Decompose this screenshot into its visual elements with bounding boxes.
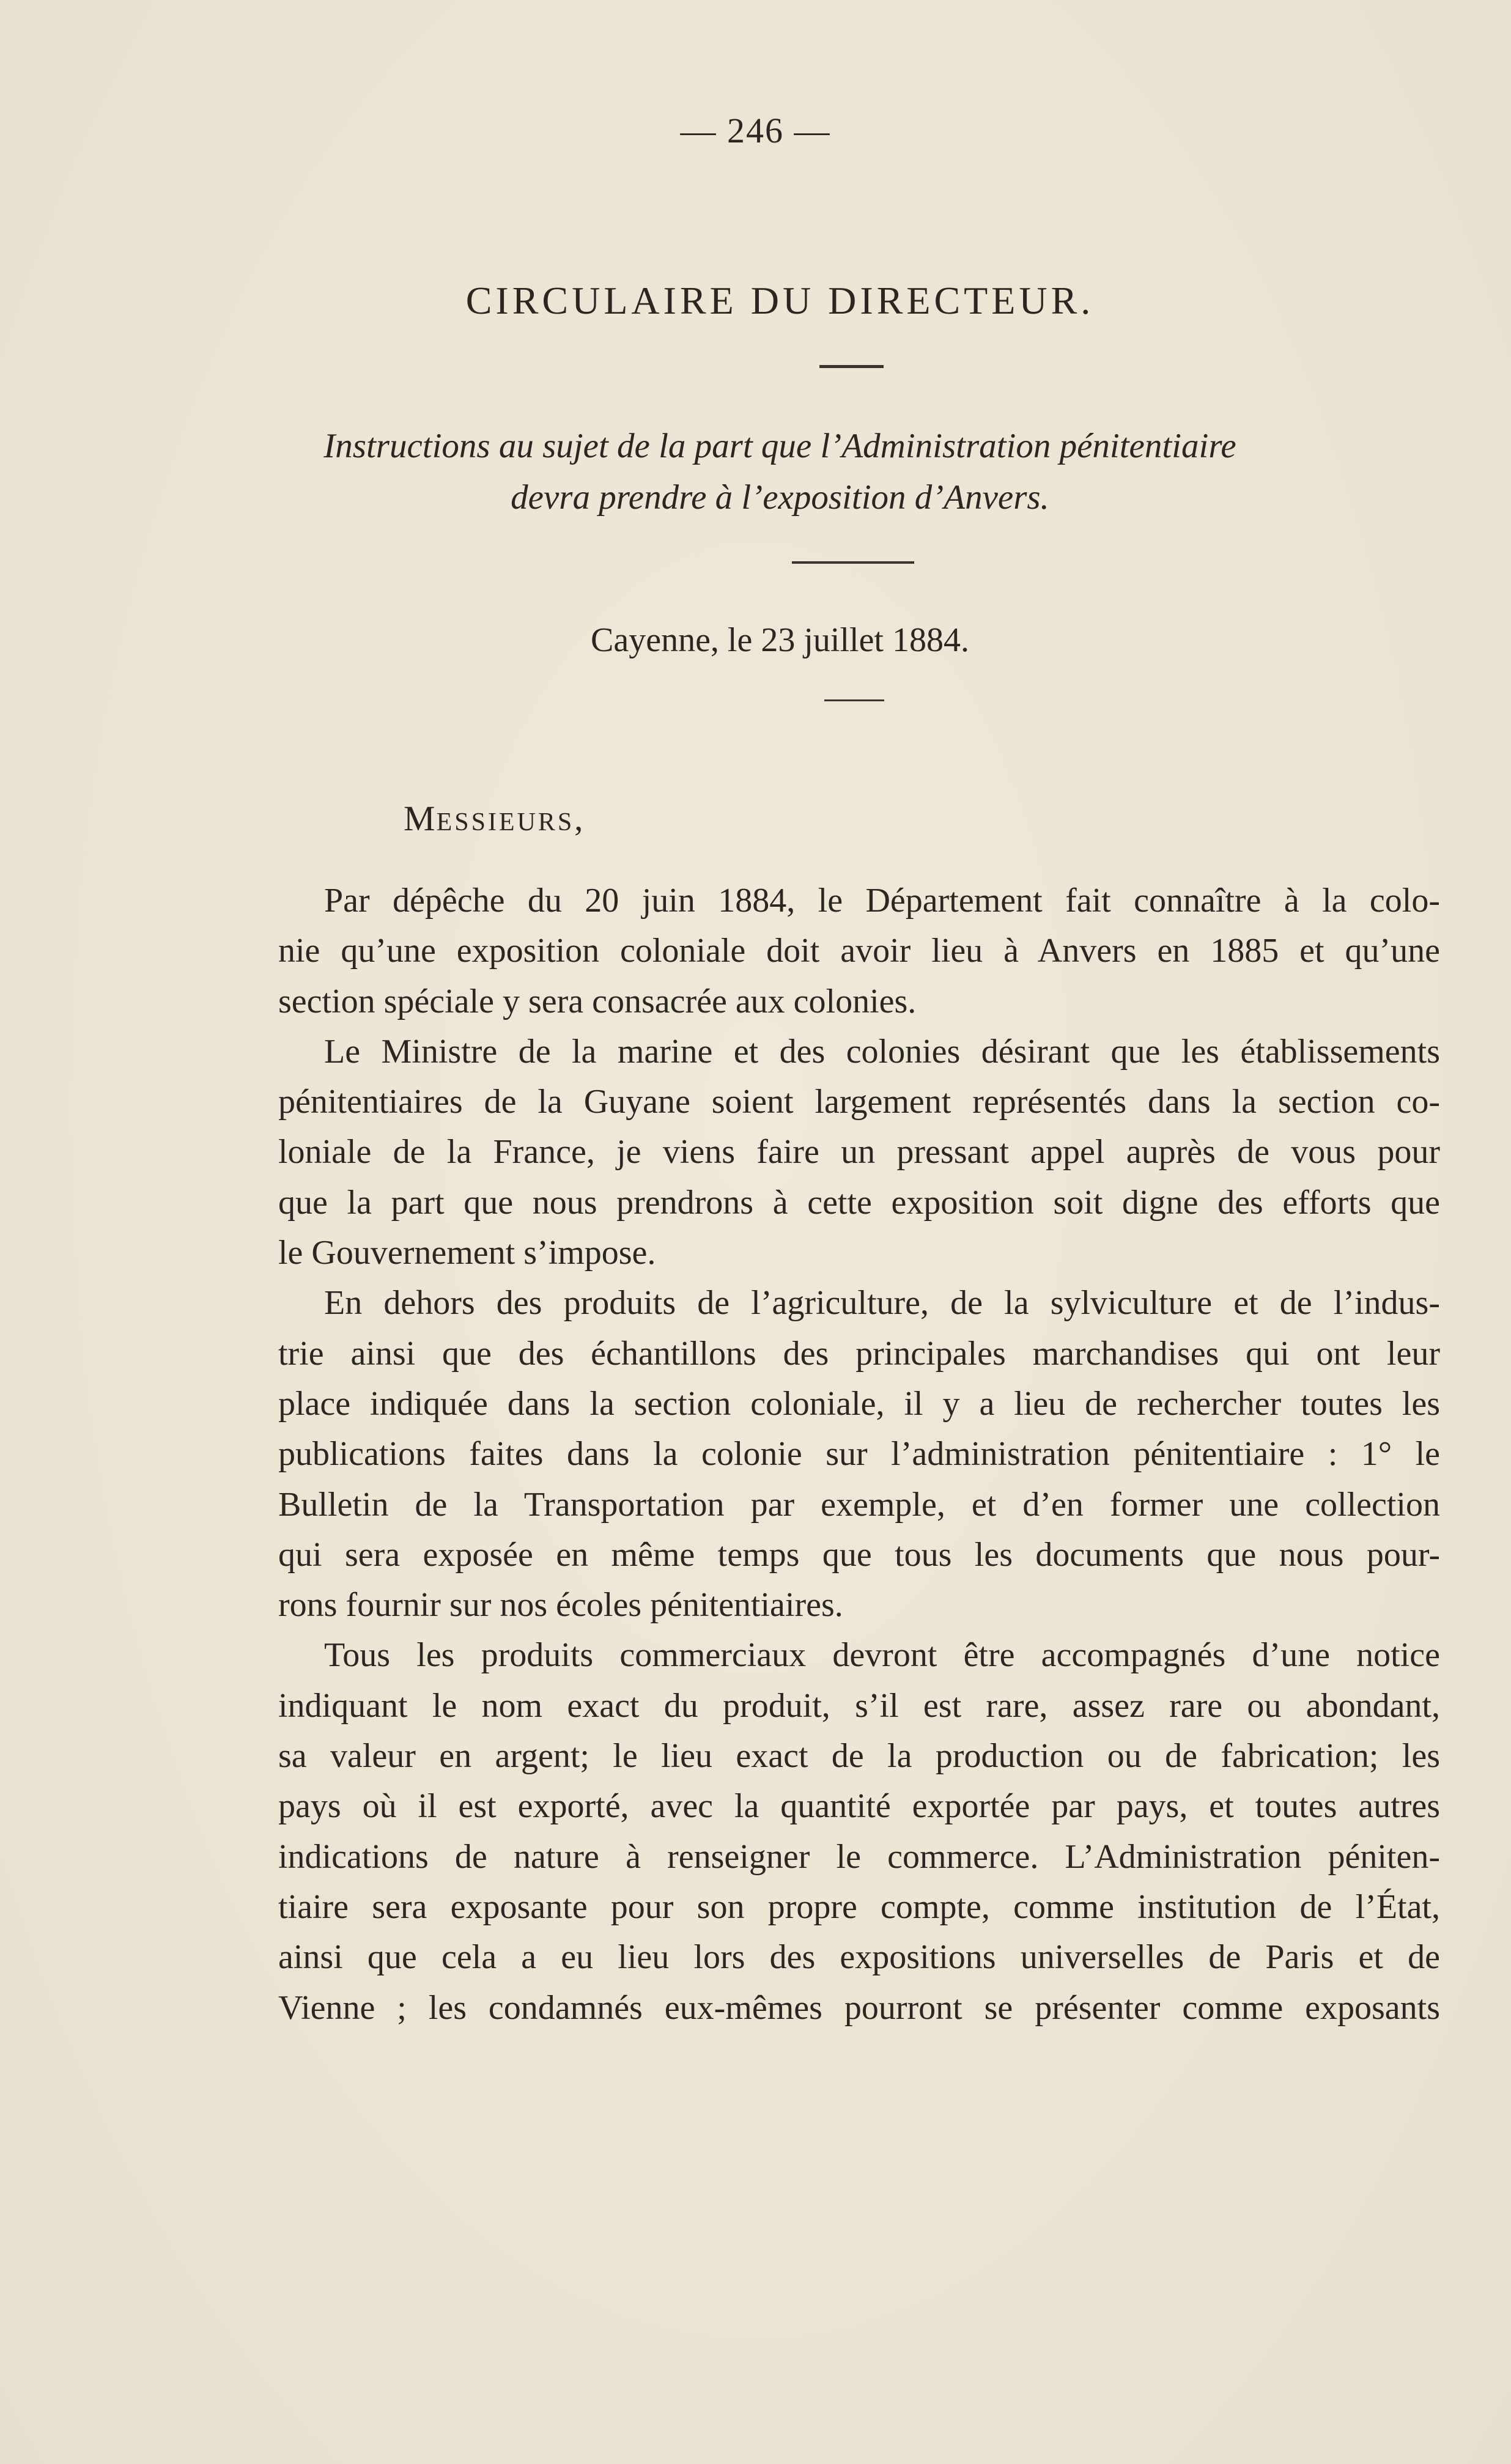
text-line: Par dépêche du 20 juin 1884, le Département fait connaître à la colo- [324, 882, 1440, 920]
text-line: le Gouvernement s’impose. [278, 1234, 656, 1272]
circular-subtitle [24, 421, 1511, 523]
circular-heading: CIRCULAIRE DU DIRECTEUR. [465, 279, 1095, 322]
text-line: tiaire sera exposante pour son propre compte, comme institution de l’État, [278, 1887, 1440, 1926]
dateline-divider [824, 699, 884, 701]
text-line: Tous les produits commerciaux devront être accompagnés d’une notice [324, 1636, 1440, 1675]
paragraph [278, 876, 1440, 1027]
text-line: Bulletin de la Transportation par exemple, et d’en former une collection [278, 1485, 1440, 1524]
subtitle-divider [792, 561, 914, 564]
paragraph [278, 1630, 1440, 2032]
text-line: place indiquée dans la section coloniale, il y a lieu de rechercher toutes les [278, 1384, 1440, 1423]
salutation-initial: M [404, 799, 437, 838]
text-line: publications faites dans la colonie sur l’administration pénitentiaire : 1° le [278, 1435, 1440, 1474]
text-line: Vienne ; les condamnés eux-mêmes pourront se présenter comme exposants [278, 1988, 1440, 2027]
text-line: section spéciale y sera consacrée aux colonies. [278, 982, 917, 1020]
text-line: trie ainsi que des échantillons des principales marchandises qui ont leur [278, 1334, 1440, 1373]
text-line: loniale de la France, je viens faire un pressant appel auprès de vous pour [278, 1133, 1440, 1171]
text-line: pays où il est exporté, avec la quantité exportée par pays, et toutes autres [278, 1787, 1440, 1826]
text-line: En dehors des produits de l’agriculture, de la sylviculture et de l’indus- [324, 1284, 1440, 1322]
salutation-comma: , [574, 800, 585, 838]
subtitle-line-2: devra prendre à l’exposition d’Anvers. [511, 478, 1049, 517]
text-line: qui sera exposée en même temps que tous les documents que nous pour- [278, 1535, 1440, 1574]
page-number: — 246 — [680, 111, 831, 150]
dateline: Cayenne, le 23 juillet 1884. [591, 621, 969, 659]
letter-body [278, 876, 1440, 2033]
text-line: indications de nature à renseigner le commerce. L’Administration péniten- [278, 1837, 1440, 1876]
subtitle-line-1: Instructions au sujet de la part que l’Administration pénitentiaire [323, 427, 1236, 465]
text-line: indiquant le nom exact du produit, s’il est rare, assez rare ou abondant, [278, 1686, 1440, 1725]
paragraph [278, 1027, 1440, 1278]
text-line: ainsi que cela a eu lieu lors des expositions universelles de Paris et de [278, 1938, 1440, 1977]
text-line: pénitentiaires de la Guyane soient largement représentés dans la section co- [278, 1083, 1440, 1121]
salutation [404, 798, 584, 839]
paragraph [278, 1278, 1440, 1630]
text-line: Le Ministre de la marine et des colonies désirant que les établissements [324, 1032, 1440, 1071]
text-line: nie qu’une exposition coloniale doit avoir lieu à Anvers en 1885 et qu’une [278, 932, 1440, 970]
salutation-rest: ESSIEURS [436, 808, 575, 836]
text-line: sa valeur en argent; le lieu exact de la production ou de fabrication; les [278, 1737, 1440, 1776]
text-line: rons fournir sur nos écoles pénitentiaires. [278, 1586, 843, 1625]
heading-divider [819, 365, 884, 368]
text-line: que la part que nous prendrons à cette exposition soit digne des efforts que [278, 1183, 1440, 1222]
